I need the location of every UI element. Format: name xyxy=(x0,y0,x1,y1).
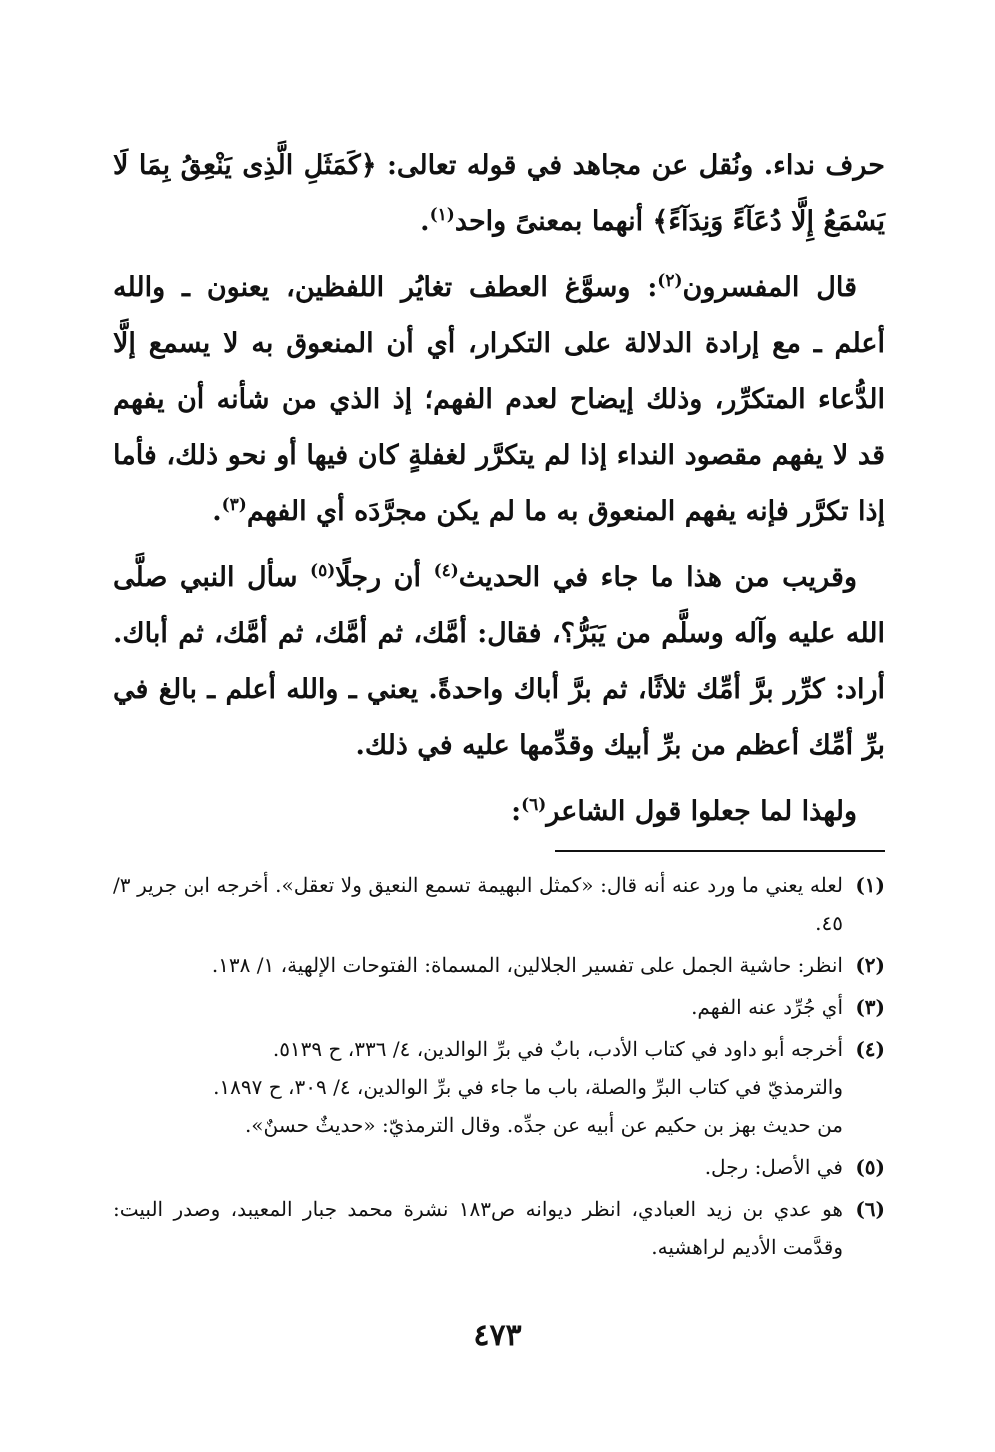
quran-verse: ﴿كَمَثَلِ الَّذِى يَنْعِقُ بِمَا لَا يَسْمَعُ إِلَّا دُعَآءً وَنِدَآءً﴾ xyxy=(113,150,885,237)
footnote-text: أي جُرِّد عنه الفهم. xyxy=(691,995,843,1019)
footnote-ref-3: (٣) xyxy=(221,495,247,515)
paragraph-4-text: ولهذا لما جعلوا قول الشاعر xyxy=(546,796,857,827)
footnote-2 xyxy=(113,946,885,984)
footnote-ref-2: (٢) xyxy=(657,271,683,291)
page-number: ٤٧٣ xyxy=(473,1318,522,1353)
main-text xyxy=(113,138,885,840)
footnote-number: (٢) xyxy=(855,953,885,977)
footnote-number: (٣) xyxy=(855,995,885,1019)
footnotes xyxy=(113,866,885,1270)
footnote-text: في الأصل: رجل. xyxy=(704,1155,843,1179)
footnote-separator xyxy=(555,850,885,852)
footnote-number: (٥) xyxy=(855,1155,885,1179)
footnote-ref-1: (١) xyxy=(429,205,455,225)
paragraph-4-end: : xyxy=(511,796,522,827)
paragraph-1 xyxy=(113,138,885,250)
footnote-number: (١) xyxy=(855,873,885,897)
paragraph-1-end: . xyxy=(420,206,430,237)
paragraph-4 xyxy=(113,784,885,840)
footnote-text xyxy=(113,1030,843,1144)
footnote-5 xyxy=(113,1148,885,1186)
footnote-ref-4: (٤) xyxy=(433,561,459,581)
footnote-line: من حديث بهز بن حكيم عن أبيه عن جدِّه. وقال الترمذيّ: «حديثٌ حسنٌ». xyxy=(244,1113,843,1137)
paragraph-1-text: حرف نداء. ونُقل عن مجاهد في قوله تعالى: xyxy=(376,150,885,181)
footnote-text: لعله يعني ما ورد عنه أنه قال: «كمثل البهيمة تسمع النعيق ولا تعقل». أخرجه ابن جرير ٣/ ٤٥. xyxy=(113,873,843,935)
footnote-ref-6: (٦) xyxy=(521,795,547,815)
footnote-text: انظر: حاشية الجمل على تفسير الجلالين، المسماة: الفتوحات الإلهية، ١/ ١٣٨. xyxy=(211,953,843,977)
footnote-line: والترمذيّ في كتاب البرِّ والصلة، باب ما جاء في برِّ الوالدين، ٤/ ٣٠٩، ح ١٨٩٧. xyxy=(213,1075,843,1099)
paragraph-2-continuation: : وسوَّغ العطف تغايُر اللفظين، يعنون ـ والله أعلم ـ مع إرادة الدلالة على التكرار، أي أن المنعوق به لا يسمع إلَّا الدُّعاء المتكرِّر، وذلك إيضاح لعدم الفهم؛ إذ الذي من شأنه أن يفهم قد لا يفهم مقصود النداء إذا لم يتكرَّر لغفلةٍ كان فيها أو نحو ذلك، فأما إذا تكرَّر فإنه يفهم المنعوق به ما لم يكن مجرَّدَه أي الفهم xyxy=(113,272,885,527)
paragraph-3-continuation-a: أن رجلًا xyxy=(335,562,434,593)
paragraph-2-end: . xyxy=(212,496,222,527)
footnote-4 xyxy=(113,1030,885,1144)
paragraph-2-text: قال المفسرون xyxy=(682,272,857,303)
footnote-text: هو عدي بن زيد العبادي، انظر ديوانه ص١٨٣ نشرة محمد جبار المعيبد، وصدر البيت: وقدَّمت الأديم لراهشيه. xyxy=(113,1197,843,1259)
footnote-3 xyxy=(113,988,885,1026)
footnote-1 xyxy=(113,866,885,942)
footnote-line: أخرجه أبو داود في كتاب الأدب، بابٌ في برِّ الوالدين، ٤/ ٣٣٦، ح ٥١٣٩. xyxy=(272,1037,843,1061)
paragraph-3 xyxy=(113,550,885,774)
paragraph-3-continuation-b: سأل النبي صلَّى الله عليه وآله وسلَّم من يَبَرُّ؟، فقال: أمَّك، ثم أمَّك، ثم أمَّك، ثم أباك. أراد: كرِّر برَّ أمِّك ثلاثًا، ثم برَّ أباك واحدةً. يعني ـ والله أعلم ـ بالغ في برِّ أمِّك أعظم من برِّ أبيك وقدِّمها عليه في ذلك. xyxy=(113,562,885,761)
footnote-ref-5: (٥) xyxy=(310,561,336,581)
footnote-number: (٦) xyxy=(855,1197,885,1221)
paragraph-1-continuation: أنهما بمعنىً واحد xyxy=(454,206,653,237)
paragraph-2 xyxy=(113,260,885,540)
footnote-number: (٤) xyxy=(855,1037,885,1061)
paragraph-3-text: وقريب من هذا ما جاء في الحديث xyxy=(458,562,857,593)
footnote-6 xyxy=(113,1190,885,1266)
